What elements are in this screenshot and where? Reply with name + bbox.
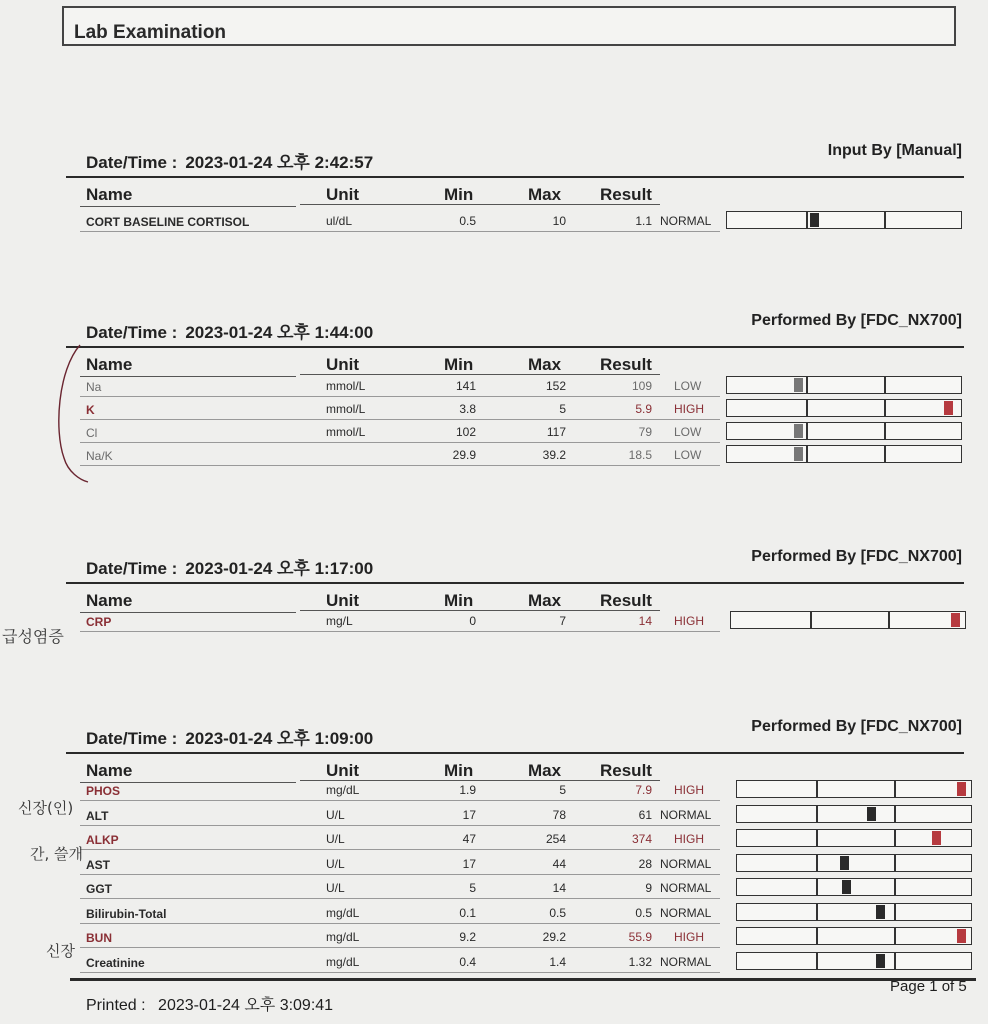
bar-divider — [884, 446, 886, 462]
row-max: 152 — [545, 379, 566, 393]
column-header-name: Name — [86, 185, 133, 204]
bar-divider — [884, 423, 886, 439]
bar-marker — [794, 447, 803, 461]
row-max: 7 — [559, 614, 566, 628]
row-underline — [80, 800, 720, 801]
row-unit: mmol/L — [326, 379, 366, 393]
row-min: 29.9 — [452, 448, 476, 462]
bar-divider — [806, 212, 808, 228]
printed-value: 2023-01-24 오후 3:09:41 — [158, 997, 334, 1014]
row-flag: HIGH — [674, 930, 704, 944]
report-title: Lab Examination — [74, 22, 227, 43]
row-min: 0.5 — [459, 214, 476, 228]
row-name: PHOS — [86, 784, 121, 798]
row-underline — [80, 631, 720, 632]
header-underline — [80, 376, 296, 377]
result-range-bar — [736, 878, 972, 896]
row-underline — [80, 874, 720, 875]
row-max: 5 — [559, 783, 566, 797]
row-min: 47 — [462, 832, 476, 846]
row-max: 29.2 — [542, 930, 566, 944]
bar-divider — [816, 830, 818, 846]
row-min: 17 — [462, 807, 476, 822]
row-underline — [80, 465, 720, 466]
bar-divider — [894, 879, 896, 895]
row-name: BUN — [86, 931, 112, 945]
row-result: 5.9 — [635, 402, 652, 416]
row-flag: HIGH — [674, 783, 704, 797]
row-max: 254 — [545, 832, 566, 846]
row-name: ALT — [86, 808, 109, 823]
row-unit: mg/dL — [326, 783, 360, 797]
bar-divider — [816, 806, 818, 822]
bar-marker — [944, 401, 953, 415]
row-min: 102 — [455, 425, 476, 439]
bar-divider — [816, 781, 818, 797]
row-underline — [80, 419, 720, 420]
row-min: 3.8 — [459, 402, 476, 416]
row-max: 78 — [552, 807, 566, 822]
datetime-label: Date/Time : — [86, 153, 178, 172]
row-underline — [80, 849, 720, 850]
datetime-value: 2023-01-24 오후 1:17:00 — [185, 559, 374, 578]
column-header-min: Min — [444, 761, 474, 780]
datetime-label: Date/Time : — [86, 729, 178, 748]
row-flag: NORMAL — [660, 905, 712, 920]
row-min: 1.9 — [459, 783, 476, 797]
column-header-unit: Unit — [326, 761, 360, 780]
bar-divider — [806, 423, 808, 439]
bar-divider — [810, 612, 812, 628]
section-performed-by: Performed By [FDC_NX700] — [751, 718, 962, 735]
row-flag: LOW — [674, 425, 702, 439]
row-result: 79 — [638, 425, 652, 439]
row-result: 9 — [645, 881, 652, 895]
row-result: 0.5 — [635, 905, 652, 920]
column-header-unit: Unit — [326, 355, 360, 374]
row-name: ALKP — [86, 833, 119, 847]
bar-marker — [794, 424, 803, 438]
bar-marker — [842, 880, 851, 894]
row-underline — [80, 396, 720, 397]
result-range-bar — [736, 854, 972, 872]
row-underline — [80, 898, 720, 899]
row-max: 1.4 — [549, 954, 566, 969]
result-range-bar — [726, 211, 962, 229]
bar-divider — [894, 806, 896, 822]
column-header-max: Max — [528, 761, 562, 780]
row-flag: NORMAL — [660, 214, 712, 228]
row-result: 28 — [638, 856, 652, 871]
row-name: CORT BASELINE CORTISOL — [86, 215, 250, 229]
result-range-bar — [726, 376, 962, 394]
header-underline — [300, 204, 660, 205]
bar-marker — [932, 831, 941, 845]
section-datetime — [86, 554, 373, 579]
page-indicator: Page 1 of 5 — [890, 978, 967, 995]
section-top-rule — [66, 582, 964, 584]
result-range-bar — [736, 829, 972, 847]
bar-divider — [884, 377, 886, 393]
result-range-bar — [726, 445, 962, 463]
bar-marker — [867, 807, 876, 821]
row-flag: LOW — [674, 379, 702, 393]
header-underline — [80, 612, 296, 613]
bar-divider — [888, 612, 890, 628]
column-header-min: Min — [444, 591, 474, 610]
bar-divider — [894, 928, 896, 944]
bar-marker — [794, 378, 803, 392]
datetime-value: 2023-01-24 오후 2:42:57 — [185, 153, 374, 172]
handwritten-note-crp: 급성염증 — [2, 627, 64, 646]
column-header-name: Name — [86, 761, 133, 780]
row-unit: mg/dL — [326, 905, 360, 920]
row-flag: HIGH — [674, 402, 704, 416]
column-header-result: Result — [600, 185, 652, 204]
row-underline — [80, 947, 720, 948]
bar-marker — [876, 954, 885, 968]
row-result: 1.32 — [628, 954, 652, 969]
row-unit: mg/dL — [326, 954, 360, 969]
column-header-min: Min — [444, 185, 474, 204]
printed-timestamp — [86, 992, 333, 1015]
row-min: 0 — [469, 614, 476, 628]
column-header-max: Max — [528, 591, 562, 610]
row-name: CRP — [86, 615, 112, 629]
column-header-unit: Unit — [326, 591, 360, 610]
section-datetime — [86, 148, 373, 173]
row-flag: NORMAL — [660, 807, 712, 822]
row-unit: mmol/L — [326, 425, 366, 439]
handwritten-note-phos: 신장(인) — [18, 799, 74, 817]
handwritten-note-alkp: 간, 쓸개 — [30, 845, 84, 863]
datetime-label: Date/Time : — [86, 323, 178, 342]
row-max: 39.2 — [542, 448, 566, 462]
row-name: Cl — [86, 426, 98, 440]
result-range-bar — [726, 422, 962, 440]
row-flag: NORMAL — [660, 856, 712, 871]
row-max: 5 — [559, 402, 566, 416]
column-header-max: Max — [528, 355, 562, 374]
row-result: 14 — [638, 614, 652, 628]
header-underline — [300, 374, 660, 375]
row-result: 1.1 — [635, 214, 652, 228]
bar-divider — [884, 400, 886, 416]
section-top-rule — [66, 346, 964, 348]
row-unit: mmol/L — [326, 402, 366, 416]
bar-divider — [816, 953, 818, 969]
bar-divider — [884, 212, 886, 228]
row-unit: mg/L — [326, 614, 353, 628]
row-flag: HIGH — [674, 614, 704, 628]
header-underline — [300, 610, 660, 611]
bar-divider — [806, 377, 808, 393]
column-header-result: Result — [600, 591, 652, 610]
row-unit: U/L — [326, 832, 345, 846]
row-flag: NORMAL — [660, 881, 712, 895]
datetime-label: Date/Time : — [86, 559, 178, 578]
row-result: 61 — [638, 807, 652, 822]
bar-marker — [957, 782, 966, 796]
column-header-result: Result — [600, 761, 652, 780]
row-name: Na — [86, 380, 102, 394]
row-unit: ul/dL — [326, 214, 353, 228]
row-unit: U/L — [326, 807, 345, 822]
bar-divider — [894, 953, 896, 969]
bar-marker — [951, 613, 960, 627]
row-min: 0.4 — [459, 954, 476, 969]
column-header-unit: Unit — [326, 185, 360, 204]
row-underline — [80, 231, 720, 232]
header-underline — [80, 782, 296, 783]
row-underline — [80, 825, 720, 826]
row-max: 117 — [546, 425, 566, 439]
section-top-rule — [66, 752, 964, 754]
column-header-result: Result — [600, 355, 652, 374]
bar-divider — [816, 879, 818, 895]
section-performed-by: Performed By [FDC_NX700] — [751, 548, 962, 565]
row-underline — [80, 442, 720, 443]
bar-divider — [894, 855, 896, 871]
bar-divider — [894, 904, 896, 920]
bar-divider — [816, 928, 818, 944]
bar-divider — [894, 781, 896, 797]
result-range-bar — [736, 952, 972, 970]
bar-divider — [816, 855, 818, 871]
row-max: 14 — [552, 881, 566, 895]
column-header-max: Max — [528, 185, 562, 204]
row-min: 0.1 — [459, 905, 476, 920]
row-max: 10 — [552, 214, 566, 228]
datetime-value: 2023-01-24 오후 1:09:00 — [185, 729, 374, 748]
row-name: GGT — [86, 882, 112, 896]
result-range-bar — [730, 611, 966, 629]
row-result: 55.9 — [628, 930, 652, 944]
row-underline — [80, 972, 720, 973]
result-range-bar — [736, 805, 972, 823]
row-name: K — [86, 403, 95, 417]
handwritten-note-bun: 신장 — [46, 942, 75, 960]
row-unit: U/L — [326, 856, 345, 871]
row-max: 0.5 — [549, 905, 566, 920]
bar-marker — [876, 905, 885, 919]
footer-rule — [70, 978, 976, 981]
row-unit: U/L — [326, 881, 345, 895]
row-flag: HIGH — [674, 832, 704, 846]
row-unit: mg/dL — [326, 930, 360, 944]
bar-marker — [810, 213, 819, 227]
bar-divider — [806, 400, 808, 416]
datetime-value: 2023-01-24 오후 1:44:00 — [185, 323, 374, 342]
row-result: 18.5 — [628, 448, 652, 462]
result-range-bar — [736, 903, 972, 921]
header-underline — [80, 206, 296, 207]
header-underline — [300, 780, 660, 781]
row-result: 7.9 — [635, 783, 652, 797]
bar-marker — [840, 856, 849, 870]
column-header-name: Name — [86, 591, 133, 610]
result-range-bar — [726, 399, 962, 417]
report-header — [62, 6, 956, 46]
bar-divider — [894, 830, 896, 846]
row-flag: LOW — [674, 448, 702, 462]
bar-divider — [816, 904, 818, 920]
row-underline — [80, 923, 720, 924]
bar-divider — [806, 446, 808, 462]
row-name: AST — [86, 857, 110, 872]
bar-marker — [957, 929, 966, 943]
row-min: 141 — [455, 379, 476, 393]
row-name: Na/K — [86, 449, 113, 463]
section-performed-by: Input By [Manual] — [827, 142, 962, 159]
row-name: Bilirubin-Total — [86, 906, 167, 921]
row-min: 17 — [462, 856, 476, 871]
row-max: 44 — [552, 856, 566, 871]
row-min: 9.2 — [459, 930, 476, 944]
section-performed-by: Performed By [FDC_NX700] — [751, 312, 962, 329]
row-result: 109 — [631, 379, 652, 393]
result-range-bar — [736, 927, 972, 945]
column-header-name: Name — [86, 355, 133, 374]
section-top-rule — [66, 176, 964, 178]
handwritten-bracket — [50, 340, 90, 490]
row-min: 5 — [469, 881, 476, 895]
section-datetime — [86, 318, 373, 343]
section-datetime — [86, 724, 373, 749]
row-result: 374 — [631, 832, 652, 846]
row-flag: NORMAL — [660, 954, 712, 969]
printed-label: Printed : — [86, 997, 146, 1014]
column-header-min: Min — [444, 355, 474, 374]
row-name: Creatinine — [86, 955, 145, 970]
result-range-bar — [736, 780, 972, 798]
